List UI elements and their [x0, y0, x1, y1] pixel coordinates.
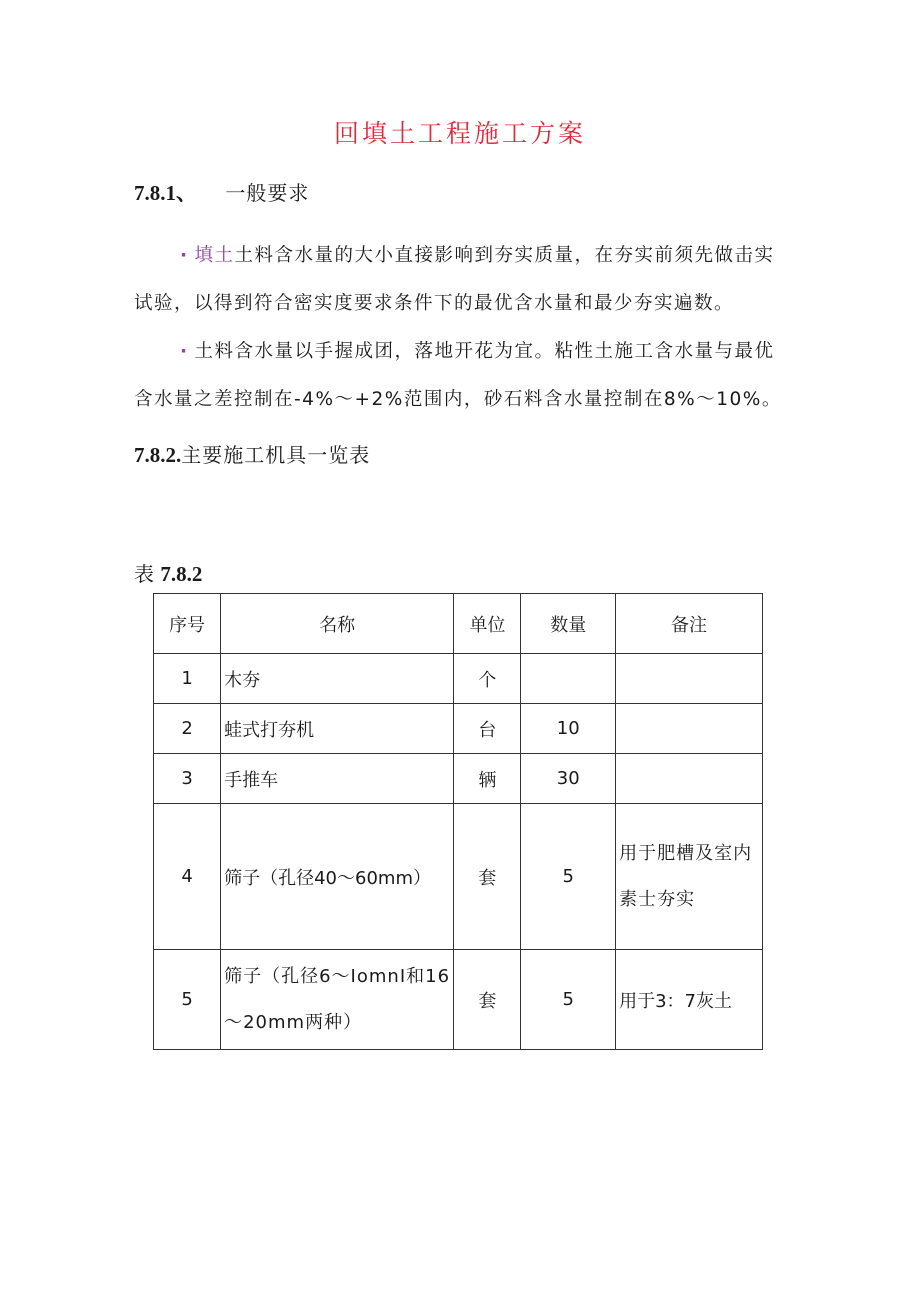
header-cell-unit: 单位: [454, 594, 521, 654]
table-row: [154, 950, 763, 1050]
table-row: [154, 654, 763, 704]
table-caption-prefix: 表: [134, 562, 154, 586]
cell-qty: 5: [521, 804, 616, 950]
cell-note: [616, 704, 763, 754]
header-cell-name: 名称: [221, 594, 454, 654]
cell-qty: 5: [521, 950, 616, 1050]
table-row: [154, 804, 763, 950]
cell-qty: 30: [521, 754, 616, 804]
cell-note: [616, 754, 763, 804]
cell-no: 5: [154, 950, 221, 1050]
cell-no: 3: [154, 754, 221, 804]
section-heading-equipment: [134, 439, 370, 468]
equipment-table: [153, 593, 763, 1050]
cell-unit: 套: [454, 804, 521, 950]
section-title: 一般要求: [225, 181, 310, 205]
header-cell-note: 备注: [616, 594, 763, 654]
section-title: 主要施工机具一览表: [181, 443, 371, 467]
section-number: 7.8.2.: [134, 443, 182, 467]
bullet-icon: ·: [180, 245, 189, 266]
document-title: 回填土工程施工方案: [333, 119, 586, 148]
paragraph-moisture-control: [134, 328, 794, 424]
table-row: [154, 754, 763, 804]
cell-no: 1: [154, 654, 221, 704]
header-cell-qty: 数量: [521, 594, 616, 654]
cell-note: [616, 654, 763, 704]
cell-name: 筛子（孔径6～IomnI和16～20mm两种）: [221, 950, 454, 1050]
cell-qty: 10: [521, 704, 616, 754]
cell-name: 木夯: [221, 654, 454, 704]
cell-note: 用于3：7灰土: [616, 950, 763, 1050]
table-caption: [134, 558, 202, 587]
paragraph-backfill-moisture: [134, 232, 794, 328]
header-cell-no: 序号: [154, 594, 221, 654]
cell-name: 蛙式打夯机: [221, 704, 454, 754]
table-row: [154, 704, 763, 754]
cell-name: 手推车: [221, 754, 454, 804]
cell-unit: 个: [454, 654, 521, 704]
cell-unit: 套: [454, 950, 521, 1050]
cell-note: 用于肥槽及室内素士夯实: [616, 804, 763, 950]
paragraph-body: 土料含水量的大小直接影响到夯实质量，在夯实前须先做击实试验，以得到符合密实度要求条件下的最优含水量和最少夯实遍数。: [134, 245, 775, 314]
table-header-row: [154, 594, 763, 654]
section-heading-general: [134, 177, 309, 207]
section-number: 7.8.1、: [134, 181, 197, 205]
cell-no: 4: [154, 804, 221, 950]
paragraph-lead: 填土: [194, 245, 235, 266]
cell-qty: [521, 654, 616, 704]
paragraph-body: 土料含水量以手握成团，落地开花为宜。粘性土施工含水量与最优含水量之差控制在-4%～+2%范围内，砂石料含水量控制在8%～10%。: [134, 341, 782, 410]
cell-name: 筛子（孔径40～60mm）: [221, 804, 454, 950]
table-caption-number: 7.8.2: [160, 562, 203, 586]
bullet-icon: ·: [180, 341, 189, 362]
cell-unit: 辆: [454, 754, 521, 804]
cell-no: 2: [154, 704, 221, 754]
cell-unit: 台: [454, 704, 521, 754]
